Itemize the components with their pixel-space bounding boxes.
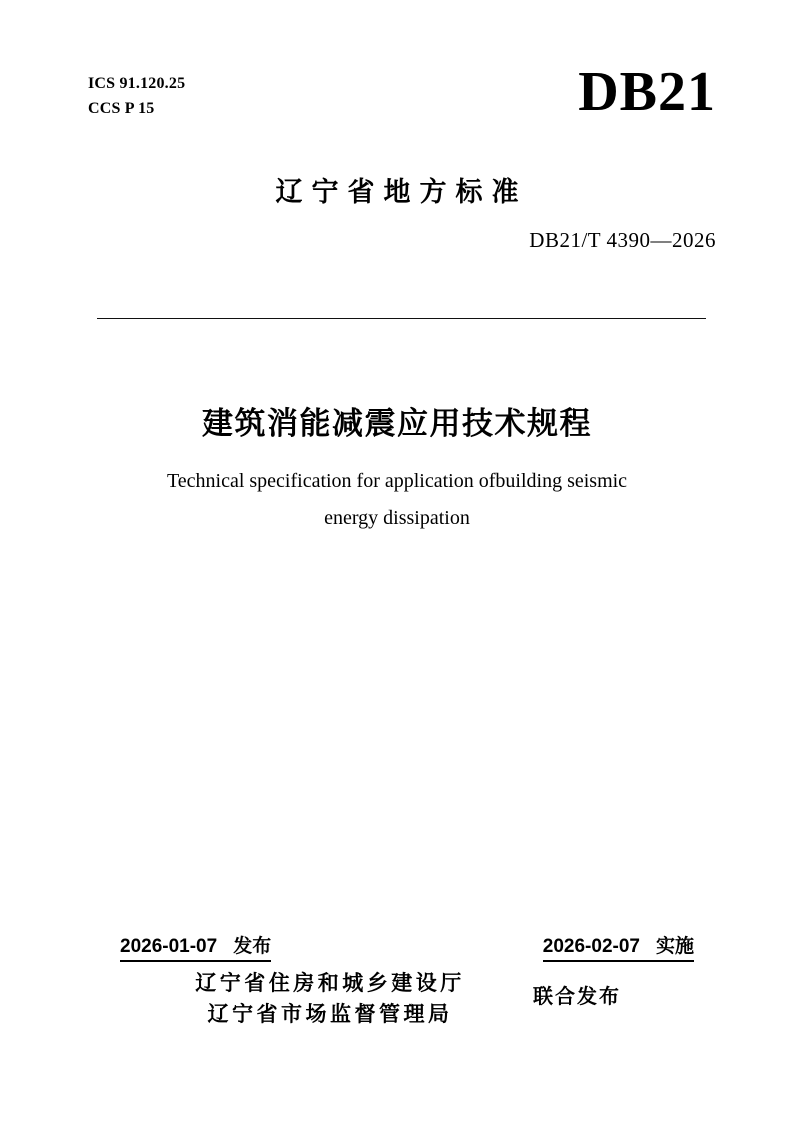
effective-date-block	[543, 931, 694, 962]
db-mark: DB21	[578, 61, 716, 123]
title-english	[120, 463, 674, 537]
standard-name: 辽宁省地方标准	[275, 177, 528, 207]
issue-label: 发布	[233, 936, 272, 957]
publisher-line-1: 辽宁省住房和城乡建设厅	[195, 972, 465, 995]
publisher-line-2: 辽宁省市场监督管理局	[207, 1003, 453, 1027]
standard-code: DB21/T 4390—2026	[529, 228, 716, 252]
effective-date: 2026-02-07	[542, 936, 640, 957]
ics-code: ICS 91.120.25	[88, 75, 186, 92]
horizontal-divider	[97, 318, 706, 319]
publisher-block	[120, 968, 540, 1030]
ccs-code: CCS P 15	[88, 99, 155, 117]
issue-row	[120, 930, 694, 962]
effective-label: 实施	[655, 936, 694, 957]
ics-block	[88, 72, 185, 122]
title-english-line-2: energy dissipation	[324, 507, 470, 529]
issue-date: 2026-01-07	[120, 936, 218, 957]
title-chinese: 建筑消能减震应用技术规程	[202, 406, 592, 441]
title-english-line-1: Technical specification for application ofbuilding seismic	[166, 470, 628, 492]
header-block	[88, 61, 716, 152]
joint-release-label: 联合发布	[533, 986, 621, 1008]
issue-date-block	[120, 931, 271, 962]
